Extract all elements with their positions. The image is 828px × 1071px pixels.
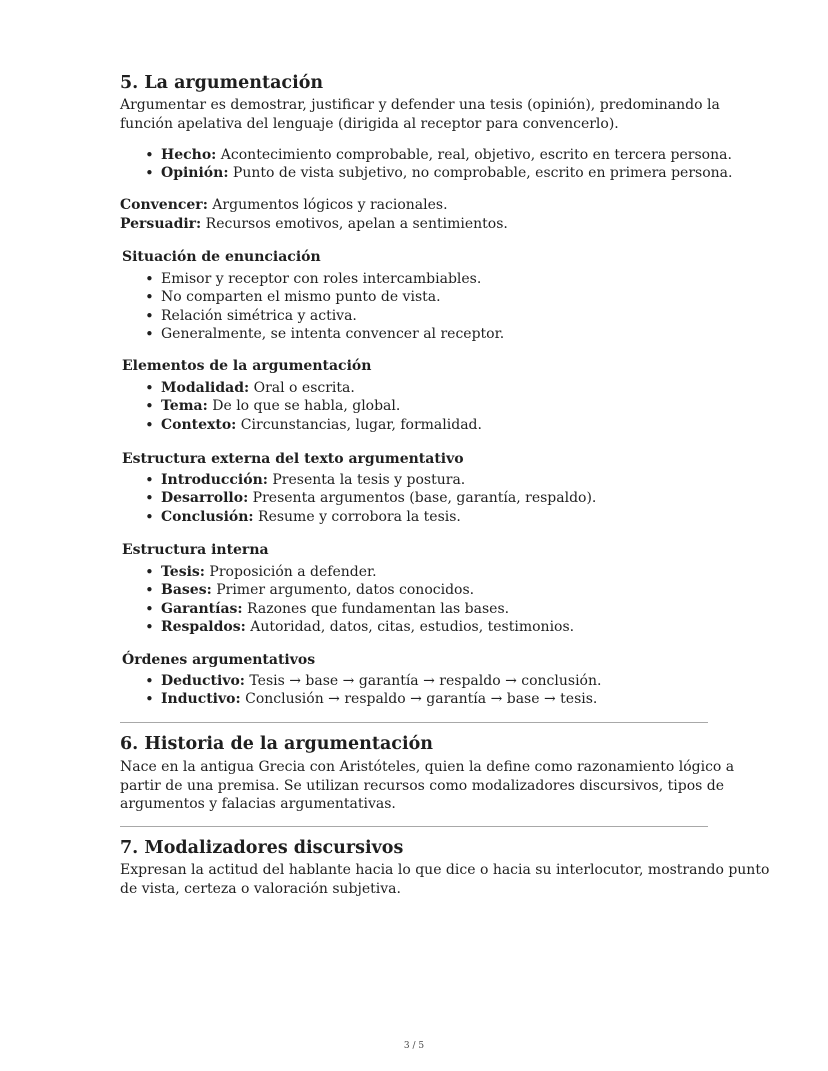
list-item (120, 690, 601, 708)
list-item (120, 508, 596, 526)
term-label: Persuadir: (120, 215, 202, 232)
item-text: Circunstancias, lugar, formalidad. (236, 416, 482, 433)
item-text: De lo que se habla, global. (207, 398, 401, 415)
item-text: Tesis → base → garantía → respaldo → conclusión. (244, 673, 602, 689)
persuadir-line (120, 215, 710, 234)
body-line: argumentos y falacias argumentativas. (120, 796, 396, 812)
item-text: Resume y corrobora la tesis. (253, 508, 461, 525)
item-text: Proposición a defender. (204, 564, 377, 580)
body-line: partir de una premisa. Se utilizan recursos como modalizadores discursivos, tipos de (120, 777, 725, 794)
list-item: • Relación simétrica y activa. (120, 307, 504, 325)
section-divider (120, 826, 708, 827)
item-text: Oral o escrita. (249, 380, 355, 396)
section-6-title: 6. Historia de la argumentación (120, 734, 434, 754)
situacion-list (120, 270, 504, 344)
estructura-externa-title: Estructura externa del texto argumentativo (122, 451, 464, 467)
item-label: Respaldos: (161, 619, 246, 636)
item-label: Introducción: (161, 472, 268, 488)
item-text: Presenta argumentos (base, garantía, respaldo). (248, 490, 597, 507)
term-text: Argumentos lógicos y racionales. (207, 197, 448, 213)
item-label: Opinión: (161, 165, 229, 182)
section-divider (120, 722, 708, 723)
list-item (120, 416, 482, 434)
list-item: • No comparten el mismo punto de vista. (120, 288, 504, 306)
list-item (120, 618, 574, 636)
item-label: Hecho: (161, 147, 217, 163)
convencer-line (120, 196, 710, 215)
section-7-body (120, 861, 770, 898)
intro-line: función apelativa del lenguaje (dirigida al receptor para convencerlo). (120, 115, 619, 132)
ordenes-list (120, 672, 601, 709)
item-label: Conclusión: (161, 508, 254, 525)
page-number: 3 / 5 (403, 1041, 425, 1051)
list-item (120, 379, 482, 397)
list-item (120, 489, 596, 507)
elementos-title: Elementos de la argumentación (122, 358, 372, 374)
body-line: Nace en la antigua Grecia con Aristóteles, quien la define como razonamiento lógico a (120, 759, 735, 775)
list-item (120, 672, 601, 690)
ordenes-title: Órdenes argumentativos (122, 652, 316, 668)
estructura-interna-list (120, 563, 574, 637)
list-item (120, 397, 482, 415)
estructura-externa-list (120, 471, 596, 526)
list-item (120, 563, 574, 581)
convencer-persuadir-block (120, 196, 710, 233)
item-text: Conclusión → respaldo → garantía → base → tesis. (240, 691, 598, 708)
fact-opinion-list (120, 146, 732, 183)
body-line: de vista, certeza o valoración subjetiva. (120, 880, 401, 897)
item-text: Presenta la tesis y postura. (267, 472, 466, 488)
elementos-list (120, 379, 482, 434)
item-text: Acontecimiento comprobable, real, objetivo, escrito en tercera persona. (216, 147, 732, 163)
section-5-title: 5. La argumentación (120, 73, 324, 93)
item-label: Desarrollo: (161, 490, 249, 507)
section-5-intro (120, 96, 720, 133)
item-label: Tema: (161, 398, 208, 415)
section-6-body (120, 758, 735, 814)
list-item: • Generalmente, se intenta convencer al receptor. (120, 325, 504, 343)
item-label: Bases: (161, 582, 212, 599)
item-text: Autoridad, datos, citas, estudios, testimonios. (245, 619, 575, 636)
list-item (120, 164, 732, 182)
item-label: Contexto: (161, 416, 237, 433)
estructura-interna-title: Estructura interna (122, 542, 269, 558)
situacion-title: Situación de enunciación (122, 249, 321, 265)
list-item (120, 581, 574, 599)
item-label: Deductivo: (161, 673, 245, 689)
list-item: • Emisor y receptor con roles intercambiables. (120, 270, 504, 288)
item-label: Garantías: (161, 600, 243, 617)
term-text: Recursos emotivos, apelan a sentimientos. (201, 215, 508, 232)
item-label: Tesis: (161, 564, 205, 580)
item-label: Inductivo: (161, 691, 241, 708)
item-label: Modalidad: (161, 380, 250, 396)
intro-line: Argumentar es demostrar, justificar y defender una tesis (opinión), predominando la (120, 97, 720, 113)
list-item (120, 146, 732, 164)
item-text: Punto de vista subjetivo, no comprobable, escrito en primera persona. (228, 165, 733, 182)
section-7-title: 7. Modalizadores discursivos (120, 838, 404, 858)
list-item (120, 600, 574, 618)
item-text: Razones que fundamentan las bases. (242, 600, 510, 617)
item-text: Primer argumento, datos conocidos. (211, 582, 475, 599)
term-label: Convencer: (120, 197, 208, 213)
list-item (120, 471, 596, 489)
body-line: Expresan la actitud del hablante hacia lo que dice o hacia su interlocutor, mostrando punto (120, 862, 770, 878)
